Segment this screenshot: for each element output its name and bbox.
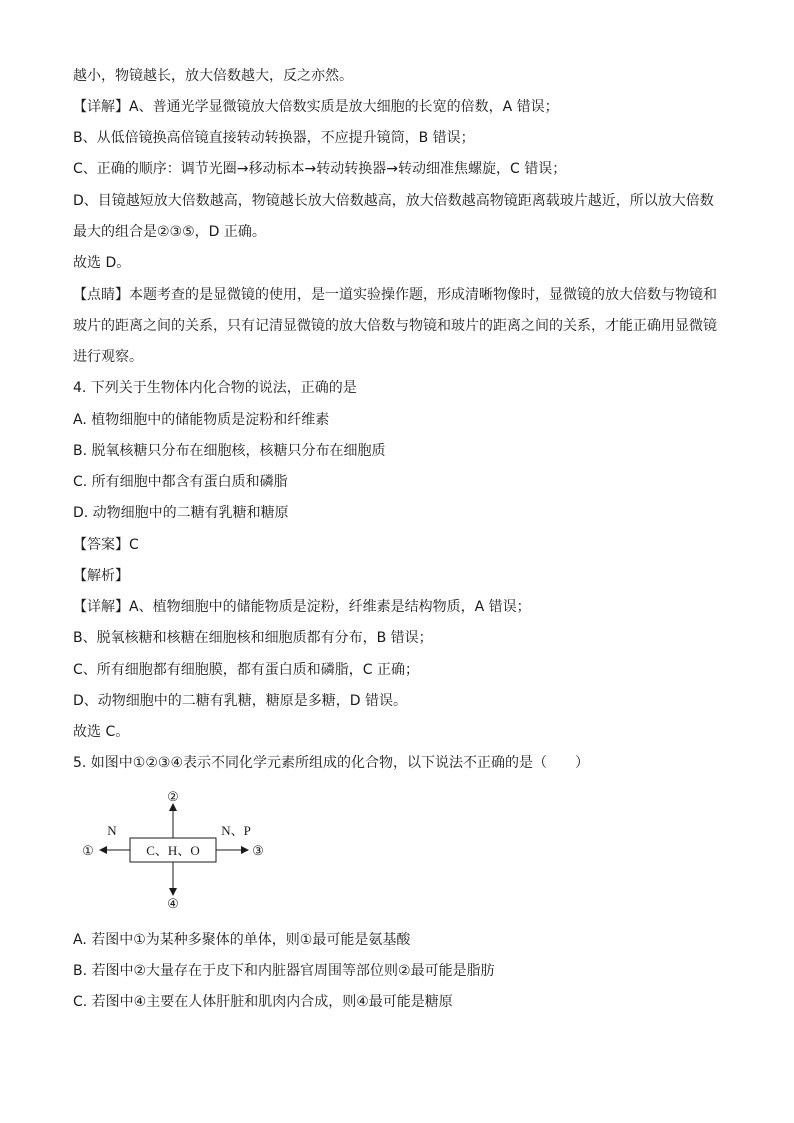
node-3: ③ — [252, 843, 264, 858]
option-line: B. 若图中②大量存在于皮下和内脏器官周围等部位则②最可能是脂肪 — [73, 963, 495, 979]
text-line: 进行观察。 — [73, 349, 143, 365]
question-stem: 5. 如图中①②③④表示不同化学元素所组成的化合物，以下说法不正确的是（ ） — [73, 755, 590, 771]
text-line: 【点睛】本题考查的是显微镜的使用，是一道实验操作题，形成清晰物像时，显微镜的放大倍数与物镜和 — [73, 287, 717, 303]
text-line: 越小，物镜越长，放大倍数越大，反之亦然。 — [73, 68, 353, 84]
node-4: ④ — [167, 896, 179, 911]
left-arrow-label: N — [107, 823, 117, 838]
text-line: 【详解】A、普通光学显微镜放大倍数实质是放大细胞的长宽的倍数，A 错误； — [73, 99, 559, 115]
right-arrow-label: N、P — [221, 823, 251, 838]
text-line: 故选 D。 — [73, 255, 131, 271]
center-label: C、H、O — [146, 843, 200, 858]
option-line: C. 若图中④主要在人体肝脏和肌肉内合成，则④最可能是糖原 — [73, 994, 453, 1010]
option-line: C. 所有细胞中都含有蛋白质和磷脂 — [73, 474, 288, 490]
option-line: B. 脱氧核糖只分布在细胞核，核糖只分布在细胞质 — [73, 443, 386, 459]
text-line: B、从低倍镜换高倍镜直接转动转换器，不应提升镜筒，B 错误； — [73, 130, 475, 146]
compound-diagram — [70, 784, 290, 914]
text-line: C、正确的顺序：调节光圈→移动标本→转动转换器→转动细准焦螺旋，C 错误； — [73, 161, 567, 177]
text-line: 【详解】A、植物细胞中的储能物质是淀粉，纤维素是结构物质，A 错误； — [73, 599, 531, 615]
text-line: 故选 C。 — [73, 724, 130, 740]
text-line: B、脱氧核糖和核糖在细胞核和细胞质都有分布，B 错误； — [73, 630, 433, 646]
answer-line: 【答案】C — [73, 537, 139, 553]
option-line: D. 动物细胞中的二糖有乳糖和糖原 — [73, 505, 289, 521]
node-1: ① — [82, 843, 94, 858]
text-line: 最大的组合是②③⑤，D 正确。 — [73, 224, 266, 240]
node-2: ② — [167, 789, 179, 804]
option-line: A. 若图中①为某种多聚体的单体，则①最可能是氨基酸 — [73, 932, 411, 948]
text-line: D、动物细胞中的二糖有乳糖，糖原是多糖，D 错误。 — [73, 693, 408, 709]
question-stem: 4. 下列关于生物体内化合物的说法，正确的是 — [73, 380, 357, 396]
text-line: C、所有细胞都有细胞膜，都有蛋白质和磷脂，C 正确； — [73, 662, 419, 678]
text-line: D、目镜越短放大倍数越高，物镜越长放大倍数越高，放大倍数越高物镜距离载玻片越近，所以放大倍数 — [73, 193, 714, 209]
analysis-heading: 【解析】 — [73, 568, 129, 584]
text-line: 玻片的距离之间的关系，只有记清显微镜的放大倍数与物镜和玻片的距离之间的关系，才能正确用显微镜 — [73, 318, 717, 334]
option-line: A. 植物细胞中的储能物质是淀粉和纤维素 — [73, 412, 330, 428]
